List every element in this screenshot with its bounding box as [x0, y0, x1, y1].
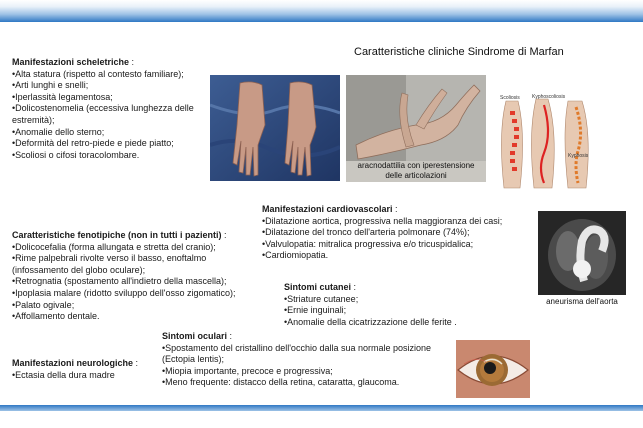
hand-caption: aracnodattilia con iperestensione delle articolazioni [357, 161, 475, 180]
list-item: •Iperlassità legamentosa; [12, 91, 113, 102]
list-item: •Deformità del retro-piede e piede piatto; [12, 138, 174, 149]
phenotypic-section: Caratteristiche fenotipiche (non in tutti i pazienti) : •Dolicocefalia (forma allungata e stretta del cranio); •Rime palpebrali rivolte verso il basso, enoftalmo (infossamento del globo oculare); •Retrognatia (spostamento all'indietro della mascella); •Ipoplasia malare (ridotto sviluppo dell'osso zigomatico); •Palato ogivale; •Affollamento dentale. [12, 230, 250, 323]
cardiovascular-heading: Manifestazioni cardiovascolari [262, 204, 393, 214]
list-item: •Rime palpebrali rivolte verso il basso, enoftalmo (infossamento del globo oculare); [12, 253, 207, 275]
list-item: •Ectasia della dura madre [12, 369, 115, 380]
list-item: •Alta statura (rispetto al contesto familiare); [12, 68, 184, 79]
slide-title: Caratteristiche cliniche Sindrome di Marfan [354, 46, 564, 58]
list-item: •Dilatazione aortica, progressiva nella maggioranza dei casi; [262, 215, 503, 226]
list-item: •Miopia importante, precoce e progressiva; [162, 365, 333, 376]
cutaneous-heading: Sintomi cutanei [284, 282, 352, 292]
hyperextension-photo [346, 75, 486, 182]
list-item: •Ipoplasia malare (ridotto sviluppo dell'osso zigomatico); [12, 287, 236, 298]
scoliosis-label: Scoliosis [500, 95, 520, 101]
neurological-heading: Manifestazioni neurologiche [12, 358, 134, 368]
list-item: •Cardiomiopatia. [262, 250, 329, 261]
list-item: •Anomalie della cicatrizzazione delle ferite . [284, 316, 457, 327]
kyphoscoliosis-label: Kyphoscoliosis [532, 94, 566, 100]
ocular-heading: Sintomi oculari [162, 331, 228, 341]
list-item: •Striature cutanee; [284, 293, 359, 304]
neurological-section: Manifestazioni neurologiche : •Ectasia della dura madre [12, 358, 162, 381]
list-item: •Retrognatia (spostamento all'indietro della mascella); [12, 276, 227, 287]
list-item: •Dolicostenomelia (eccessiva lunghezza delle estremità); [12, 103, 194, 125]
hands-photo [210, 75, 340, 181]
ocular-section: Sintomi oculari : •Spostamento del cristallino dell'occhio dalla sua normale posizione (Ectopia lentis); •Miopia importante, precoce e progressiva; •Meno frequente: distacco della retina, cataratta, glaucoma. [162, 331, 432, 388]
list-item: •Palato ogivale; [12, 299, 75, 310]
list-item: •Dilatazione del tronco dell'arteria polmonare (74%); [262, 227, 470, 238]
eye-photo [456, 340, 530, 398]
spine-diagram [492, 93, 602, 193]
list-item: •Arti lunghi e snelli; [12, 80, 89, 91]
aorta-caption: aneurisma dell'aorta [546, 297, 618, 306]
list-item: •Valvulopatia: mitralica progressiva e/o tricuspidalica; [262, 238, 474, 249]
list-item: •Scoliosi o cifosi toracolombare. [12, 149, 140, 160]
list-item: •Dolicocefalia (forma allungata e stretta del cranio); [12, 241, 216, 252]
list-item: •Affollamento dentale. [12, 311, 100, 322]
skeletal-heading: Manifestazioni scheletriche [12, 57, 130, 67]
cutaneous-section: Sintomi cutanei : •Striature cutanee; •Ernie inguinali; •Anomalie della cicatrizzazione delle ferite . [284, 282, 494, 328]
aorta-photo [538, 211, 626, 309]
cardiovascular-section: Manifestazioni cardiovascolari : •Dilatazione aortica, progressiva nella maggioranza dei casi; •Dilatazione del tronco dell'arteria polmonare (74%); •Valvulopatia: mitralica progressiva e/o tricuspidalica; •Cardiomiopatia. [262, 204, 532, 262]
list-item: •Spostamento del cristallino dell'occhio dalla sua normale posizione (Ectopia lentis); [162, 342, 432, 365]
skeletal-section: Manifestazioni scheletriche : •Alta statura (rispetto al contesto familiare); •Arti lunghi e snelli; •Iperlassità legamentosa; •Dolicostenomelia (eccessiva lunghezza delle estremità); •Anomalie dello sterno; •Deformità del retro-piede e piede piatto; •Scoliosi o cifosi toracolombare. [12, 57, 212, 161]
list-item: •Ernie inguinali; [284, 305, 347, 316]
kyphosis-label: Kyphosis [568, 153, 589, 159]
phenotypic-heading: Caratteristiche fenotipiche (non in tutti i pazienti) [12, 230, 222, 240]
list-item: •Anomalie dello sterno; [12, 126, 105, 137]
header-bar [0, 0, 643, 22]
footer-bar [0, 405, 643, 411]
list-item: •Meno frequente: distacco della retina, cataratta, glaucoma. [162, 377, 400, 388]
